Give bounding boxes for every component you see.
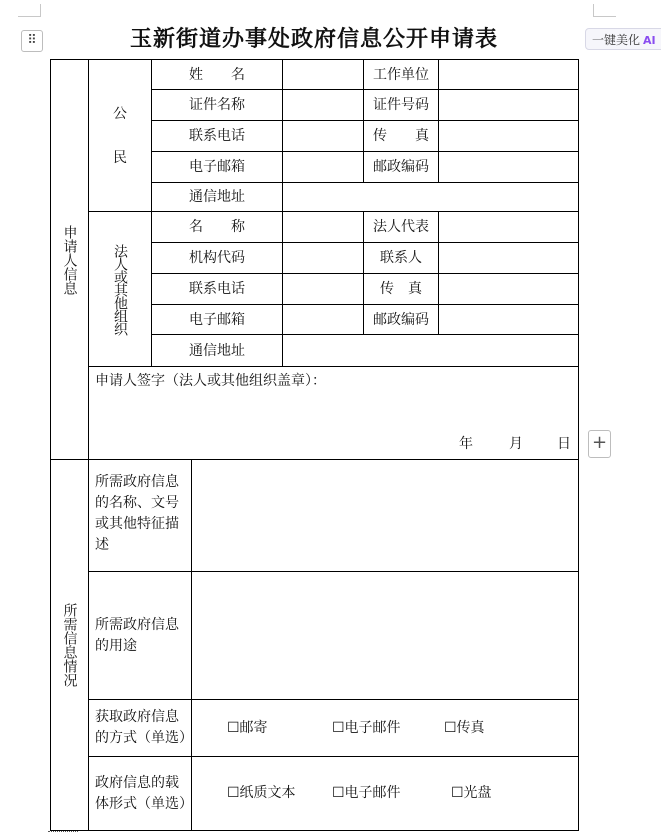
- legal-org-code-field[interactable]: [283, 243, 364, 274]
- citizen-id-type-field[interactable]: [283, 90, 364, 121]
- legal-email-label: 电子邮箱: [152, 305, 283, 335]
- signature-cell[interactable]: [89, 367, 579, 460]
- citizen-email-field[interactable]: [283, 152, 364, 183]
- legal-name-label: 名 称: [152, 212, 283, 243]
- method-option-mail-checkbox[interactable]: ☐邮寄: [227, 720, 268, 736]
- citizen-sub-label: [89, 60, 152, 212]
- citizen-postcode-field[interactable]: [439, 152, 579, 183]
- legal-phone-field[interactable]: [283, 274, 364, 305]
- signature-date-day: 日: [557, 436, 571, 452]
- citizen-phone-label: 联系电话: [152, 121, 283, 152]
- legal-rep-field[interactable]: [439, 212, 579, 243]
- info-desc-field[interactable]: [192, 460, 579, 572]
- carrier-option-email-checkbox[interactable]: ☐电子邮件: [332, 785, 401, 801]
- citizen-phone-field[interactable]: [283, 121, 364, 152]
- signature-label: 申请人签字（法人或其他组织盖章）：: [95, 373, 326, 389]
- legal-name-field[interactable]: [283, 212, 364, 243]
- signature-date-month: 月: [509, 436, 523, 452]
- legal-fax-field[interactable]: [439, 274, 579, 305]
- carrier-option-paper-checkbox[interactable]: ☐纸质文本: [227, 785, 296, 801]
- ai-badge: AI: [643, 34, 656, 47]
- citizen-email-label: 电子邮箱: [152, 152, 283, 183]
- citizen-name-label: 姓 名: [152, 60, 283, 90]
- legal-fax-label: 传 真: [364, 274, 439, 305]
- info-use-label: 所需政府信息的用途: [89, 572, 192, 700]
- beautify-label: 一键美化: [592, 33, 641, 47]
- citizen-id-number-label: 证件号码: [364, 90, 439, 121]
- citizen-postcode-label: 邮政编码: [364, 152, 439, 183]
- legal-email-field[interactable]: [283, 305, 364, 335]
- info-use-field[interactable]: [192, 572, 579, 700]
- legal-contact-field[interactable]: [439, 243, 579, 274]
- method-label: 获取政府信息的方式（单选）: [89, 700, 192, 757]
- page-bottom-mark: [48, 831, 78, 833]
- page-corner-mark-left: [18, 4, 41, 17]
- form-title: 玉新街道办事处政府信息公开申请表: [129, 26, 498, 52]
- page-corner-mark-right: [593, 4, 616, 17]
- legal-address-label: 通信地址: [152, 335, 283, 367]
- legal-contact-label: 联系人: [364, 243, 439, 274]
- method-option-email-checkbox[interactable]: ☐电子邮件: [332, 720, 401, 736]
- application-form-table: [50, 59, 579, 831]
- citizen-work-unit-field[interactable]: [439, 60, 579, 90]
- info-desc-label: 所需政府信息的名称、文号或其他特征描述: [89, 460, 192, 572]
- citizen-id-number-field[interactable]: [439, 90, 579, 121]
- one-click-beautify-button[interactable]: [585, 28, 661, 50]
- legal-phone-label: 联系电话: [152, 274, 283, 305]
- citizen-name-field[interactable]: [283, 60, 364, 90]
- legal-org-code-label: 机构代码: [152, 243, 283, 274]
- legal-address-field[interactable]: [283, 335, 579, 367]
- signature-date-year: 年: [459, 436, 473, 452]
- table-drag-handle-icon[interactable]: ⠿: [21, 30, 43, 52]
- legal-person-sub-label: 法人或其他组织: [89, 212, 152, 367]
- applicant-section-label: 申请人信息: [51, 60, 89, 460]
- citizen-char-1: 公: [113, 106, 127, 122]
- citizen-char-2: 民: [113, 150, 127, 166]
- legal-postcode-field[interactable]: [439, 305, 579, 335]
- add-row-button[interactable]: +: [588, 430, 611, 458]
- citizen-address-label: 通信地址: [152, 183, 283, 212]
- citizen-fax-field[interactable]: [439, 121, 579, 152]
- info-section-label: 所需信息情况: [51, 460, 89, 831]
- citizen-address-field[interactable]: [283, 183, 579, 212]
- legal-postcode-label: 邮政编码: [364, 305, 439, 335]
- legal-rep-label: 法人代表: [364, 212, 439, 243]
- carrier-options-cell: [192, 757, 579, 831]
- method-option-fax-checkbox[interactable]: ☐传真: [444, 720, 485, 736]
- carrier-option-disc-checkbox[interactable]: ☐光盘: [451, 785, 492, 801]
- carrier-label: 政府信息的载体形式（单选）: [89, 757, 192, 831]
- method-options-cell: [192, 700, 579, 757]
- citizen-fax-label: 传 真: [364, 121, 439, 152]
- citizen-work-unit-label: 工作单位: [364, 60, 439, 90]
- citizen-id-type-label: 证件名称: [152, 90, 283, 121]
